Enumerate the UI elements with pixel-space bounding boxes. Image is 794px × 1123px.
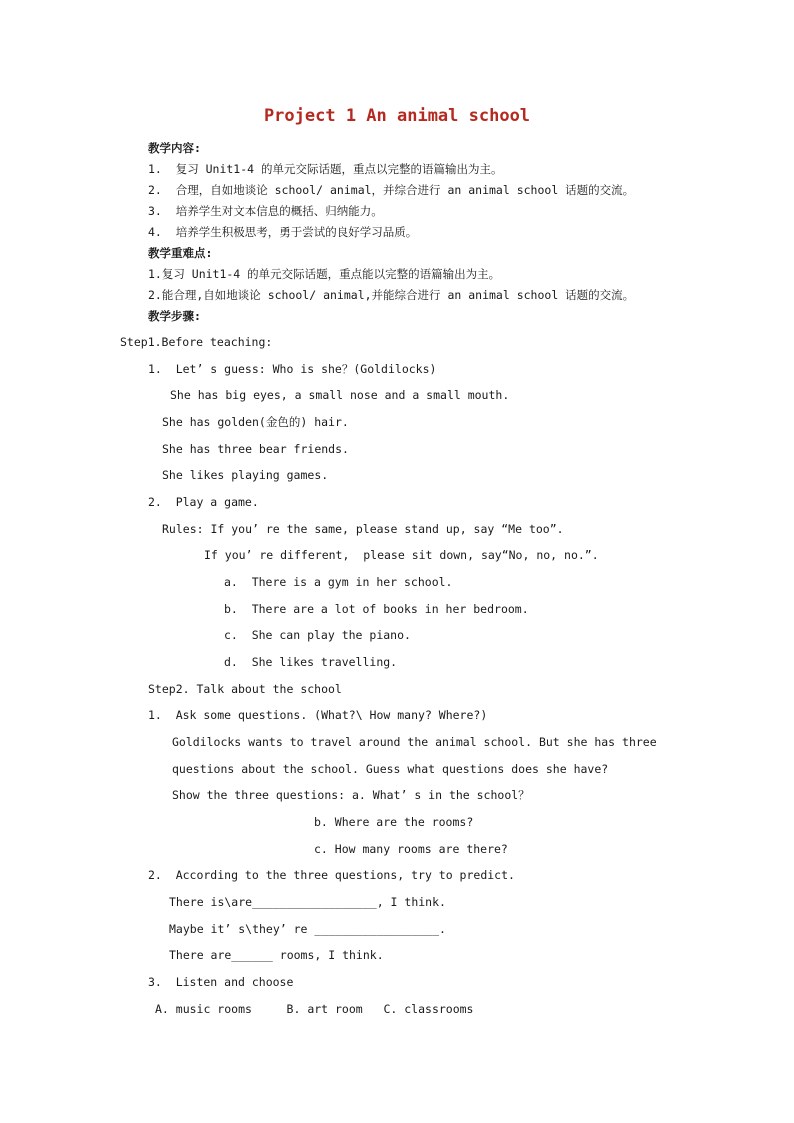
- key-item: 2.能合理,自如地谈论 school/ animal,并能综合进行 an animal school 话题的交流。: [148, 288, 635, 302]
- prediction-line: Maybe it’ s\they’ re __________________.: [169, 922, 446, 936]
- content-item: 2. 合理，自如地谈论 school/ animal，并综合进行 an animal school 话题的交流。: [148, 183, 635, 197]
- guess-line: She has three bear friends.: [162, 442, 349, 456]
- key-heading: 教学重难点:: [148, 246, 213, 260]
- question-1-sub: c. How many rooms are there?: [314, 842, 508, 856]
- question-2: 2. According to the three questions, try to predict.: [148, 868, 515, 882]
- guess-prompt: 1. Let’ s guess: Who is she？(Goldilocks): [148, 362, 437, 376]
- game-prompt: 2. Play a game.: [148, 495, 259, 509]
- question-1-line: questions about the school. Guess what questions does she have?: [172, 762, 609, 776]
- game-option: b. There are a lot of books in her bedroom.: [224, 602, 529, 616]
- content-heading: 教学内容:: [148, 141, 201, 155]
- guess-line: She has golden(金色的) hair.: [162, 415, 349, 429]
- content-item: 4. 培养学生积极思考，勇于尝试的良好学习品质。: [148, 225, 418, 239]
- question-1: 1. Ask some questions. (What?\ How many? Where?): [148, 708, 488, 722]
- step2-title: Step2. Talk about the school: [148, 682, 342, 696]
- question-3: 3. Listen and choose: [148, 975, 294, 989]
- game-rule: If you’ re different, please sit down, say“No, no, no.”.: [204, 548, 599, 562]
- prediction-line: There is\are__________________, I think.: [169, 895, 446, 909]
- game-rule: Rules: If you’ re the same, please stand up, say “Me too”.: [162, 522, 564, 536]
- content-item: 1. 复习 Unit1-4 的单元交际话题，重点以完整的语篇输出为主。: [148, 162, 503, 176]
- key-item: 1.复习 Unit1-4 的单元交际话题，重点能以完整的语篇输出为主。: [148, 267, 501, 281]
- game-option: d. She likes travelling.: [224, 655, 398, 669]
- guess-line: She likes playing games.: [162, 468, 329, 482]
- question-1-line: Goldilocks wants to travel around the animal school. But she has three: [172, 735, 657, 749]
- question-1-line: Show the three questions: a. What’ s in the school？: [172, 788, 530, 802]
- prediction-line: There are______ rooms, I think.: [169, 948, 384, 962]
- game-option: a. There is a gym in her school.: [224, 575, 453, 589]
- steps-heading: 教学步骤:: [148, 309, 201, 323]
- document-title: Project 1 An animal school: [263, 106, 531, 126]
- choice-options: A. music rooms B. art room C. classrooms: [155, 1002, 474, 1016]
- question-1-sub: b. Where are the rooms?: [314, 815, 474, 829]
- step1-title: Step1.Before teaching:: [120, 335, 273, 349]
- content-item: 3. 培养学生对文本信息的概括、归纳能力。: [148, 204, 383, 218]
- guess-line: She has big eyes, a small nose and a small mouth.: [170, 388, 510, 402]
- game-option: c. She can play the piano.: [224, 628, 411, 642]
